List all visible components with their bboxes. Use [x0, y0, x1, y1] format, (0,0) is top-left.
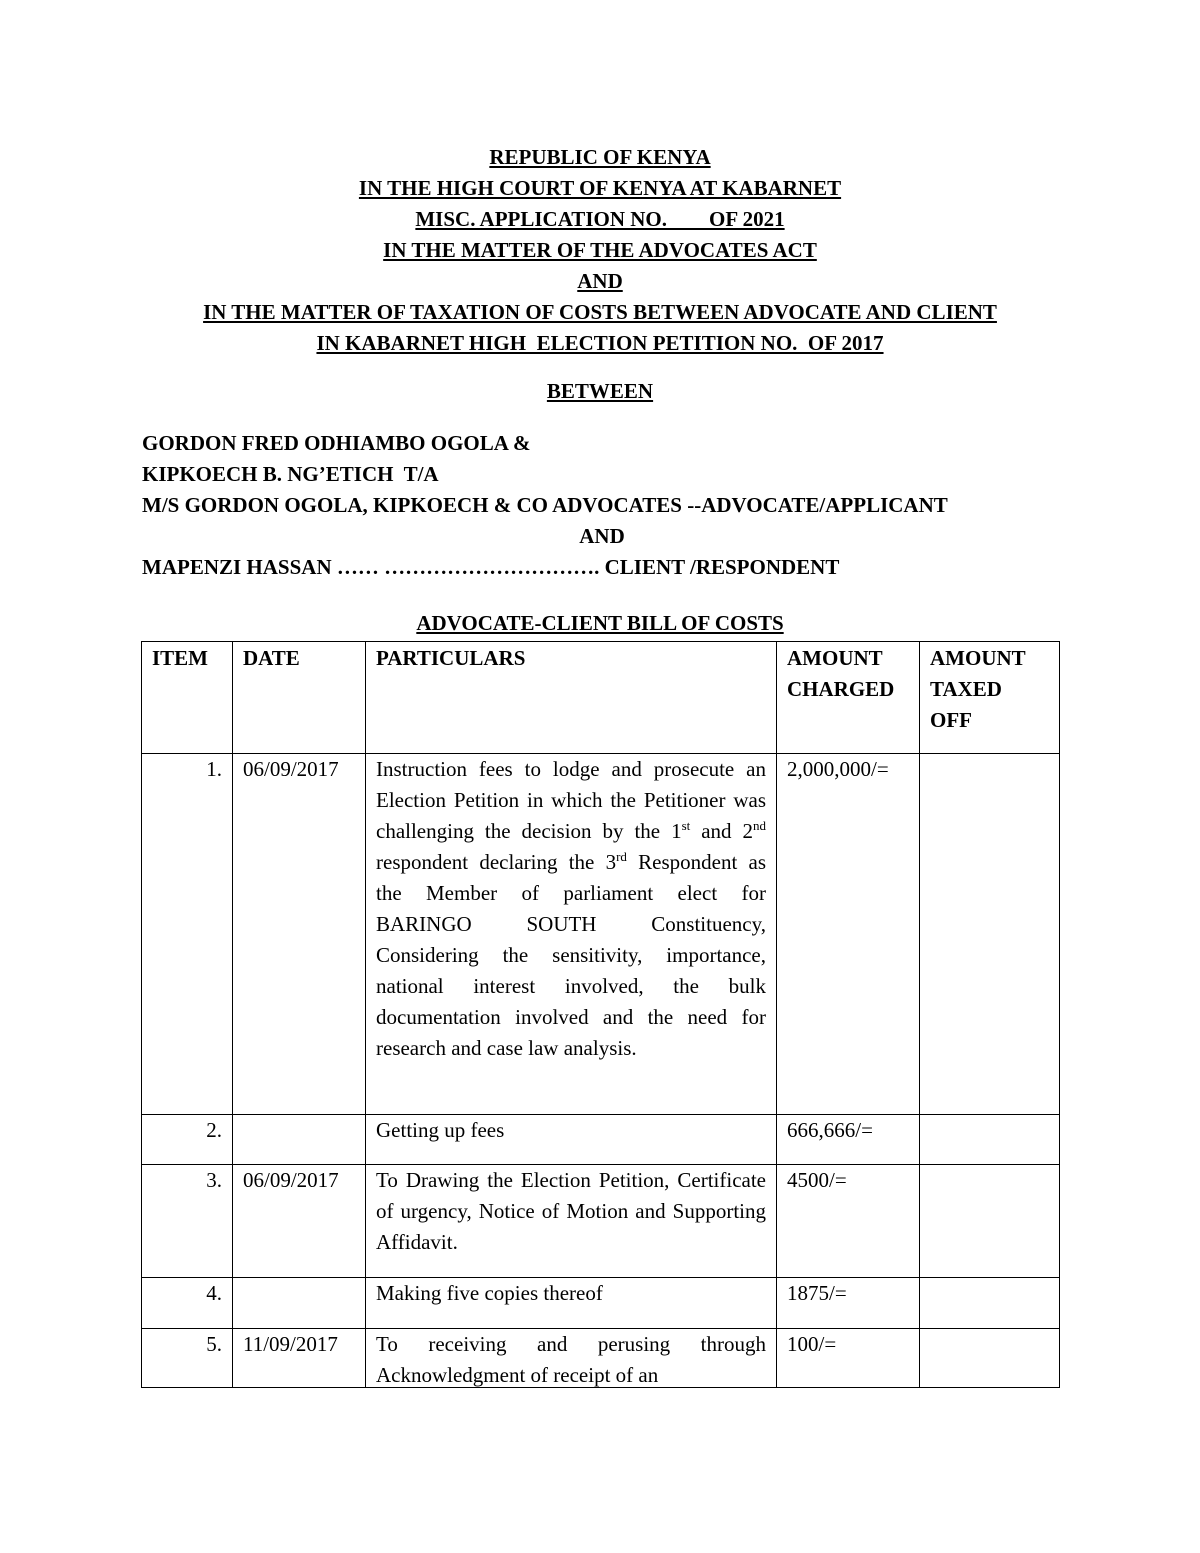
- superscript-st: st: [681, 818, 691, 833]
- particulars-text: Instruction fees to lodge and prosecute an Election Petition in which the Petitioner was challenging the decision by the 1: [376, 757, 766, 843]
- bill-title: ADVOCATE-CLIENT BILL OF COSTS: [416, 611, 784, 635]
- header-amount-taxed-off: AMOUNT TAXED OFF: [920, 642, 1060, 754]
- row-date: [233, 1115, 366, 1165]
- header-date: DATE: [233, 642, 366, 754]
- row-date: 11/09/2017: [233, 1329, 366, 1388]
- table-row: [142, 1165, 1060, 1278]
- row-amount-taxed-off: [920, 1329, 1060, 1388]
- particulars-text: respondent declaring the 3: [376, 850, 617, 874]
- heading-court: IN THE HIGH COURT OF KENYA AT KABARNET: [358, 176, 842, 200]
- table-row: [142, 1115, 1060, 1165]
- row-item: 5.: [142, 1329, 233, 1388]
- row-amount-taxed-off: [920, 754, 1060, 1115]
- row-amount-charged: 100/=: [777, 1329, 920, 1388]
- table-header-row: [142, 642, 1060, 754]
- advocate-firm-line: M/S GORDON OGOLA, KIPKOECH & CO ADVOCATES --ADVOCATE/APPLICANT: [142, 493, 948, 517]
- row-particulars: [366, 1329, 777, 1388]
- row-particulars: [366, 754, 777, 1115]
- particulars-text: and 2: [690, 819, 753, 843]
- row-amount-taxed-off: [920, 1165, 1060, 1278]
- row-amount-taxed-off: [920, 1115, 1060, 1165]
- heading-and: AND: [577, 269, 623, 293]
- row-amount-charged: 2,000,000/=: [777, 754, 920, 1115]
- particulars-text: To receiving and perusing through Acknowledgment of receipt of an: [376, 1332, 766, 1387]
- table-row: [142, 754, 1060, 1115]
- row-item: 4.: [142, 1278, 233, 1329]
- row-amount-charged: 666,666/=: [777, 1115, 920, 1165]
- superscript-rd: rd: [616, 849, 627, 864]
- row-date: [233, 1278, 366, 1329]
- particulars-text: Respondent as the Member of parliament elect for BARINGO SOUTH Constituency, Considering the sensitivity, importance, national interest involved, the bulk documentation involved and the need for research and case law analysis.: [376, 850, 767, 1060]
- row-amount-charged: 1875/=: [777, 1278, 920, 1329]
- between-label: BETWEEN: [546, 379, 654, 403]
- row-item: 1.: [142, 754, 233, 1115]
- row-particulars: To Drawing the Election Petition, Certificate of urgency, Notice of Motion and Supporting Affidavit.: [366, 1165, 777, 1278]
- row-amount-taxed-off: [920, 1278, 1060, 1329]
- parties-and: AND: [579, 524, 625, 548]
- header-amount-charged: AMOUNT CHARGED: [777, 642, 920, 754]
- header-item: ITEM: [142, 642, 233, 754]
- row-item: 3.: [142, 1165, 233, 1278]
- heading-matter-taxation: IN THE MATTER OF TAXATION OF COSTS BETWEEN ADVOCATE AND CLIENT: [203, 300, 997, 324]
- superscript-nd: nd: [753, 818, 766, 833]
- heading-election-petition: IN KABARNET HIGH ELECTION PETITION NO. OF 2017: [316, 331, 884, 355]
- row-particulars: Getting up fees: [366, 1115, 777, 1165]
- table-row: [142, 1329, 1060, 1388]
- heading-application-no: MISC. APPLICATION NO. OF 2021: [415, 207, 785, 231]
- row-amount-charged: 4500/=: [777, 1165, 920, 1278]
- header-particulars: PARTICULARS: [366, 642, 777, 754]
- row-item: 2.: [142, 1115, 233, 1165]
- advocate-name-line-2: KIPKOECH B. NG’ETICH T/A: [142, 462, 439, 486]
- table-row: [142, 1278, 1060, 1329]
- document-heading: [0, 142, 1200, 359]
- row-date: 06/09/2017: [233, 1165, 366, 1278]
- heading-matter-act: IN THE MATTER OF THE ADVOCATES ACT: [383, 238, 817, 262]
- advocate-name-line-1: GORDON FRED ODHIAMBO OGOLA &: [142, 431, 531, 455]
- heading-republic: REPUBLIC OF KENYA: [489, 145, 711, 169]
- parties-block: [142, 428, 1062, 583]
- row-particulars: Making five copies thereof: [366, 1278, 777, 1329]
- row-date: 06/09/2017: [233, 754, 366, 1115]
- bill-of-costs-table: [141, 641, 1060, 1388]
- client-line: MAPENZI HASSAN …… …………………………. CLIENT /RESPONDENT: [142, 555, 840, 579]
